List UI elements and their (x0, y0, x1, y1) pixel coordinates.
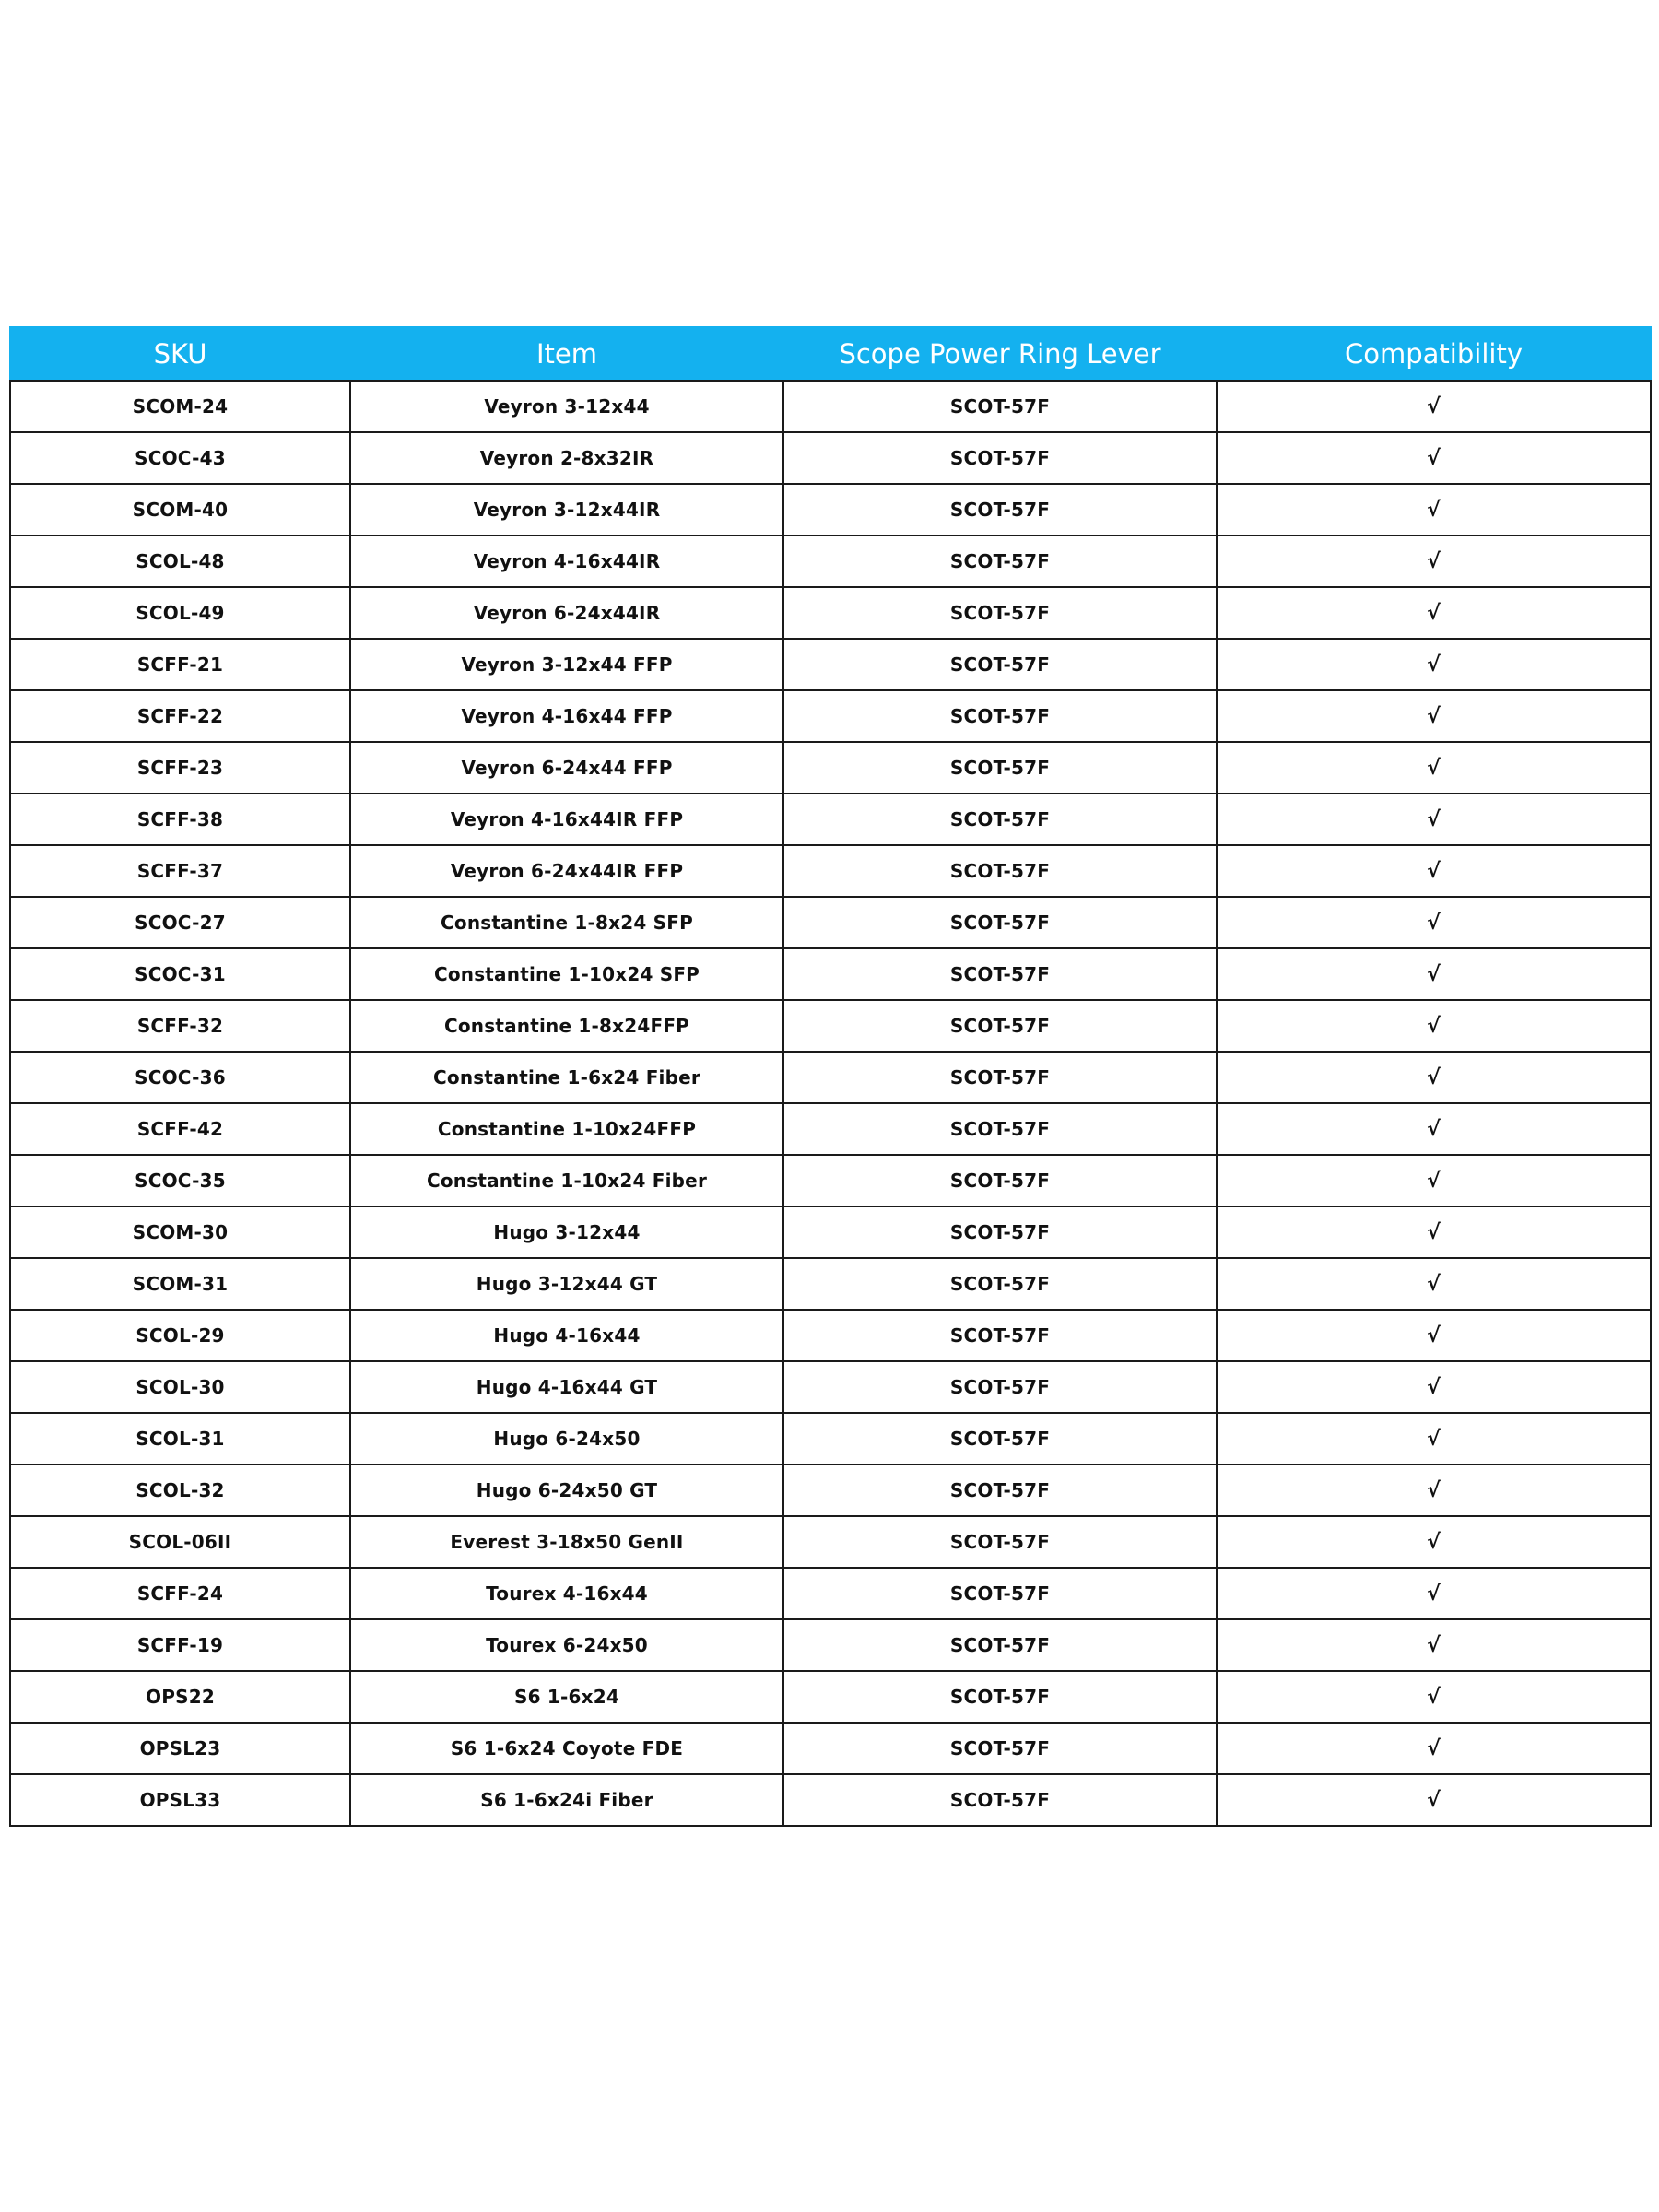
lever-cell: SCOT-57F (783, 897, 1217, 948)
item-cell: Veyron 6-24x44IR FFP (350, 845, 783, 897)
item-cell: Veyron 6-24x44 FFP (350, 742, 783, 794)
item-cell: Hugo 3-12x44 GT (350, 1258, 783, 1310)
lever-cell: SCOT-57F (783, 1103, 1217, 1155)
table-row (10, 742, 1651, 794)
sku-cell: SCOL-31 (10, 1413, 350, 1465)
item-cell: Veyron 4-16x44 FFP (350, 690, 783, 742)
table-row (10, 1310, 1651, 1361)
header-row (10, 327, 1651, 381)
table-row (10, 432, 1651, 484)
header-sku: SKU (10, 327, 350, 381)
lever-cell: SCOT-57F (783, 1619, 1217, 1671)
compatibility-check: √ (1217, 1723, 1651, 1774)
sku-cell: SCOM-24 (10, 381, 350, 432)
compatibility-check: √ (1217, 1774, 1651, 1826)
table-row (10, 1619, 1651, 1671)
compatibility-check: √ (1217, 948, 1651, 1000)
lever-cell: SCOT-57F (783, 794, 1217, 845)
compatibility-check: √ (1217, 1206, 1651, 1258)
lever-cell: SCOT-57F (783, 1413, 1217, 1465)
table-row (10, 1000, 1651, 1052)
item-cell: Tourex 4-16x44 (350, 1568, 783, 1619)
sku-cell: OPS22 (10, 1671, 350, 1723)
sku-cell: SCOL-32 (10, 1465, 350, 1516)
sku-cell: SCFF-23 (10, 742, 350, 794)
item-cell: Hugo 3-12x44 (350, 1206, 783, 1258)
table-row (10, 1155, 1651, 1206)
item-cell: S6 1-6x24i Fiber (350, 1774, 783, 1826)
sku-cell: OPSL33 (10, 1774, 350, 1826)
lever-cell: SCOT-57F (783, 535, 1217, 587)
sku-cell: SCOL-06II (10, 1516, 350, 1568)
compatibility-check: √ (1217, 742, 1651, 794)
table-row (10, 1516, 1651, 1568)
item-cell: Veyron 4-16x44IR FFP (350, 794, 783, 845)
table-row (10, 1465, 1651, 1516)
sku-cell: SCOC-31 (10, 948, 350, 1000)
compatibility-check: √ (1217, 690, 1651, 742)
sku-cell: SCOC-36 (10, 1052, 350, 1103)
compatibility-check: √ (1217, 639, 1651, 690)
compatibility-check: √ (1217, 845, 1651, 897)
item-cell: Everest 3-18x50 GenII (350, 1516, 783, 1568)
table-row (10, 1258, 1651, 1310)
compatibility-table (9, 326, 1652, 1827)
lever-cell: SCOT-57F (783, 948, 1217, 1000)
compatibility-check: √ (1217, 1155, 1651, 1206)
table-row (10, 845, 1651, 897)
lever-cell: SCOT-57F (783, 587, 1217, 639)
lever-cell: SCOT-57F (783, 1206, 1217, 1258)
item-cell: Veyron 4-16x44IR (350, 535, 783, 587)
lever-cell: SCOT-57F (783, 845, 1217, 897)
item-cell: S6 1-6x24 Coyote FDE (350, 1723, 783, 1774)
item-cell: Hugo 4-16x44 GT (350, 1361, 783, 1413)
sku-cell: SCFF-19 (10, 1619, 350, 1671)
table-row (10, 535, 1651, 587)
lever-cell: SCOT-57F (783, 1723, 1217, 1774)
item-cell: Hugo 4-16x44 (350, 1310, 783, 1361)
table-row (10, 690, 1651, 742)
item-cell: Veyron 3-12x44 (350, 381, 783, 432)
compatibility-check: √ (1217, 1619, 1651, 1671)
compatibility-check: √ (1217, 1516, 1651, 1568)
item-cell: S6 1-6x24 (350, 1671, 783, 1723)
sku-cell: SCOL-30 (10, 1361, 350, 1413)
compatibility-check: √ (1217, 587, 1651, 639)
sku-cell: SCOC-43 (10, 432, 350, 484)
table-row (10, 897, 1651, 948)
sku-cell: OPSL23 (10, 1723, 350, 1774)
item-cell: Hugo 6-24x50 (350, 1413, 783, 1465)
table-header (10, 327, 1651, 381)
compatibility-check: √ (1217, 794, 1651, 845)
sku-cell: SCFF-24 (10, 1568, 350, 1619)
table-row (10, 1052, 1651, 1103)
lever-cell: SCOT-57F (783, 1361, 1217, 1413)
compatibility-check: √ (1217, 1258, 1651, 1310)
sku-cell: SCFF-21 (10, 639, 350, 690)
lever-cell: SCOT-57F (783, 1516, 1217, 1568)
compatibility-check: √ (1217, 1361, 1651, 1413)
sku-cell: SCOL-48 (10, 535, 350, 587)
lever-cell: SCOT-57F (783, 639, 1217, 690)
header-compatibility: Compatibility (1217, 327, 1651, 381)
table-row (10, 1568, 1651, 1619)
compatibility-check: √ (1217, 1310, 1651, 1361)
lever-cell: SCOT-57F (783, 1671, 1217, 1723)
item-cell: Constantine 1-10x24FFP (350, 1103, 783, 1155)
sku-cell: SCFF-37 (10, 845, 350, 897)
table-row (10, 484, 1651, 535)
item-cell: Constantine 1-6x24 Fiber (350, 1052, 783, 1103)
compatibility-check: √ (1217, 1000, 1651, 1052)
item-cell: Veyron 3-12x44 FFP (350, 639, 783, 690)
sku-cell: SCOM-30 (10, 1206, 350, 1258)
compatibility-check: √ (1217, 381, 1651, 432)
sku-cell: SCFF-32 (10, 1000, 350, 1052)
item-cell: Constantine 1-10x24 SFP (350, 948, 783, 1000)
lever-cell: SCOT-57F (783, 484, 1217, 535)
sku-cell: SCFF-42 (10, 1103, 350, 1155)
lever-cell: SCOT-57F (783, 1000, 1217, 1052)
sku-cell: SCOL-49 (10, 587, 350, 639)
lever-cell: SCOT-57F (783, 1310, 1217, 1361)
sku-cell: SCOM-40 (10, 484, 350, 535)
lever-cell: SCOT-57F (783, 690, 1217, 742)
lever-cell: SCOT-57F (783, 1568, 1217, 1619)
compatibility-check: √ (1217, 432, 1651, 484)
item-cell: Veyron 3-12x44IR (350, 484, 783, 535)
table-row (10, 1723, 1651, 1774)
table-row (10, 1206, 1651, 1258)
item-cell: Constantine 1-10x24 Fiber (350, 1155, 783, 1206)
table-row (10, 1413, 1651, 1465)
compatibility-check: √ (1217, 1103, 1651, 1155)
table-row (10, 1671, 1651, 1723)
compatibility-check: √ (1217, 1465, 1651, 1516)
lever-cell: SCOT-57F (783, 1774, 1217, 1826)
table-row (10, 948, 1651, 1000)
header-item: Item (350, 327, 783, 381)
table-row (10, 794, 1651, 845)
table-row (10, 1774, 1651, 1826)
header-lever: Scope Power Ring Lever (783, 327, 1217, 381)
sku-cell: SCOM-31 (10, 1258, 350, 1310)
item-cell: Constantine 1-8x24 SFP (350, 897, 783, 948)
lever-cell: SCOT-57F (783, 432, 1217, 484)
compatibility-check: √ (1217, 1052, 1651, 1103)
compatibility-check: √ (1217, 1568, 1651, 1619)
lever-cell: SCOT-57F (783, 1155, 1217, 1206)
table-row (10, 1361, 1651, 1413)
compatibility-check: √ (1217, 484, 1651, 535)
sku-cell: SCOL-29 (10, 1310, 350, 1361)
lever-cell: SCOT-57F (783, 1052, 1217, 1103)
sku-cell: SCOC-27 (10, 897, 350, 948)
lever-cell: SCOT-57F (783, 1465, 1217, 1516)
lever-cell: SCOT-57F (783, 381, 1217, 432)
item-cell: Veyron 6-24x44IR (350, 587, 783, 639)
compatibility-check: √ (1217, 1413, 1651, 1465)
table-row (10, 639, 1651, 690)
item-cell: Tourex 6-24x50 (350, 1619, 783, 1671)
table-row (10, 1103, 1651, 1155)
lever-cell: SCOT-57F (783, 1258, 1217, 1310)
compatibility-check: √ (1217, 535, 1651, 587)
sku-cell: SCOC-35 (10, 1155, 350, 1206)
lever-cell: SCOT-57F (783, 742, 1217, 794)
item-cell: Constantine 1-8x24FFP (350, 1000, 783, 1052)
sku-cell: SCFF-38 (10, 794, 350, 845)
table-row (10, 587, 1651, 639)
table-body (10, 381, 1651, 1826)
item-cell: Hugo 6-24x50 GT (350, 1465, 783, 1516)
compatibility-check: √ (1217, 1671, 1651, 1723)
item-cell: Veyron 2-8x32IR (350, 432, 783, 484)
table-row (10, 381, 1651, 432)
compatibility-check: √ (1217, 897, 1651, 948)
sku-cell: SCFF-22 (10, 690, 350, 742)
